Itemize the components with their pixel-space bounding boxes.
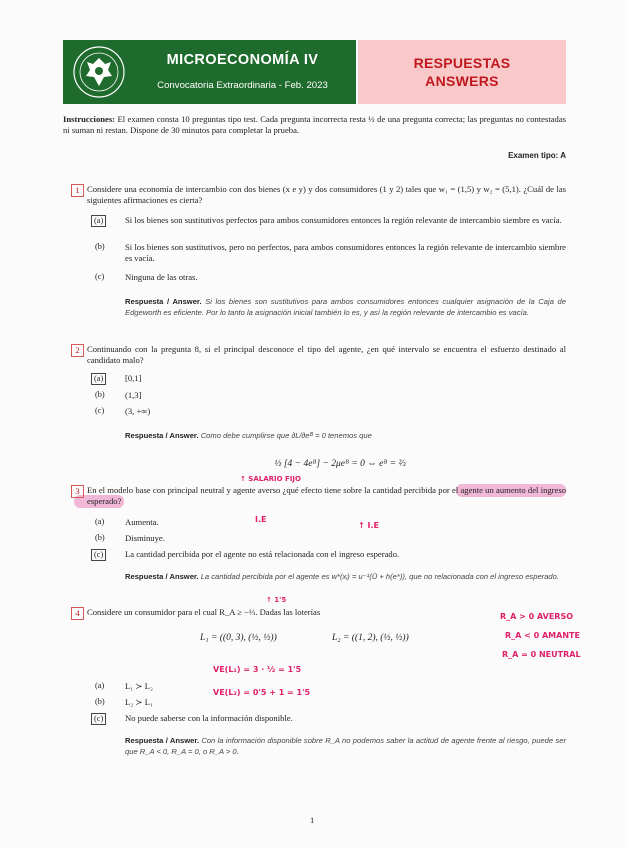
option-text: Ninguna de las otras. <box>125 272 198 282</box>
university-seal-icon <box>70 44 128 100</box>
question-text: Considere un consumidor para el cual R_A ≥ −⅓. Dadas las loterías <box>87 607 321 617</box>
selected-option-label: (a) <box>91 215 106 227</box>
instructions-text: El examen consta 10 preguntas tipo test. Cada pregunta incorrecta resta ½ de una pregunta correcta; las preguntas no contestadas ni suman ni restan. Dispone de 30 minutos para completar la prueba. <box>63 114 566 135</box>
answer-text: Si los bienes son sustitutivos para ambos consumidores entonces cualquier asignación de la Caja de Edgeworth es eficiente. Por lo tanto la asignación inicial también lo es, y así la región relevante de intercambio es vacía. <box>125 297 566 317</box>
selected-option-label: (c) <box>91 549 106 561</box>
handwritten-ie-right: ↑ I.E <box>358 521 379 530</box>
option-text: (1,3] <box>125 390 142 400</box>
question-number: 4 <box>71 607 84 620</box>
course-title: MICROECONOMÍA IV <box>166 52 319 68</box>
question-number: 2 <box>71 344 84 357</box>
option-text: Aumenta. <box>125 517 159 527</box>
option-text: La cantidad percibida por el agente no está relacionada con el ingreso esperado. <box>125 549 400 559</box>
answers-title-en: ANSWERS <box>425 73 499 89</box>
option-label: (b) <box>95 533 105 542</box>
answer-label: Respuesta / Answer. <box>125 431 199 440</box>
header-answers-banner <box>358 40 566 104</box>
answer-text: La cantidad percibida por el agente es w*(xᵢ) = u⁻¹(Ū + h(e*)), que no relacionada con el ingreso esperado. <box>200 572 559 581</box>
answer-equation: ½ [4 − 4eᴮ] − 2μeᴮ = 0 ⇔ eᴮ = ⅔ <box>274 459 406 469</box>
lottery-l1: L₁ = ((0, 3), (½, ½)) <box>200 633 277 643</box>
option-label: (b) <box>95 242 105 251</box>
answer-block <box>125 572 566 583</box>
answer-text: Con la información disponible sobre R_A no podemos saber la actitud de agente frente al riesgo, puede ser que R_A < 0, R_A = 0, o R_A > 0. <box>125 736 566 756</box>
option-label: (c) <box>95 272 105 281</box>
instructions <box>63 114 566 136</box>
option-label: (c) <box>95 406 105 415</box>
answer-block <box>125 736 566 757</box>
handwritten-ve-l2: VE(L₂) = 0'5 + 1 = 1'5 <box>213 688 311 697</box>
option-text: L₂ ≻ L₁ <box>125 697 153 707</box>
answer-label: Respuesta / Answer. <box>125 297 202 306</box>
answer-block <box>125 297 566 318</box>
question-text: Continuando con la pregunta 8, si el principal desconoce el tipo del agente, ¿en qué intervalo se encuentra el esfuerzo destinado al candidato malo? <box>87 344 566 365</box>
option-label: (b) <box>95 390 105 399</box>
handwritten-ra-amante: R_A < 0 AMANTE <box>505 631 580 640</box>
lottery-l2: L₂ = ((1, 2), (½, ½)) <box>332 633 409 643</box>
selected-option-label: (c) <box>91 713 106 725</box>
handwritten-ve-l1: VE(L₁) = 3 · ½ = 1'5 <box>213 665 302 674</box>
option-label: (b) <box>95 697 105 706</box>
question-number: 1 <box>71 184 84 197</box>
course-subtitle: Convocatoria Extraordinaria - Feb. 2023 <box>157 80 328 91</box>
page-number: 1 <box>310 815 315 825</box>
exam-type: Examen tipo: A <box>508 151 566 160</box>
handwritten-salario-fijo: ↑ SALARIO FIJO <box>240 475 301 483</box>
answers-title-es: RESPUESTAS <box>413 55 511 71</box>
answer-label: Respuesta / Answer. <box>125 572 199 581</box>
instructions-label: Instrucciones: <box>63 114 116 124</box>
option-text: (3, +∞) <box>125 406 151 416</box>
option-text: No puede saberse con la información disponible. <box>125 713 293 723</box>
handwritten-ra-averso: R_A > 0 AVERSO <box>500 612 574 621</box>
option-text: Si los bienes son sustitutivos, pero no perfectos, para ambos consumidores entonces la región relevante de intercambio siembre es vacía. <box>125 242 566 263</box>
selected-option-label: (a) <box>91 373 106 385</box>
option-text: Disminuye. <box>125 533 165 543</box>
question-number: 3 <box>71 485 84 498</box>
answer-block <box>125 431 566 442</box>
handwritten-plus-1-5: ↑ 1'5 <box>266 596 287 604</box>
option-label: (a) <box>95 517 105 526</box>
option-text: [0,1] <box>125 373 142 383</box>
answer-text: Como debe cumplirse que ∂L/∂eᴮ = 0 tenemos que <box>200 431 372 440</box>
option-label: (a) <box>95 681 105 690</box>
option-text: L₁ ≻ L₂ <box>125 681 153 691</box>
question-text: Considere una economía de intercambio con dos bienes (x e y) y dos consumidores (1 y 2) tales que w₁ = (1,5) y w₂ = (5,1). ¿Cuál de las siguientes afirmaciones es cierta? <box>87 184 566 205</box>
handwritten-ra-neutral: R_A = 0 NEUTRAL <box>502 650 581 659</box>
handwritten-ie-left: I.E <box>255 515 267 524</box>
question-text: En el modelo base con principal neutral y agente averso ¿qué efecto tiene sobre la cantidad percibida por el agente un aumento del ingreso esperado? <box>87 485 566 506</box>
option-text: Si los bienes son sustitutivos perfectos para ambos consumidores entonces la región relevante de intercambio siembre es vacía. <box>125 215 562 225</box>
answer-label: Respuesta / Answer. <box>125 736 199 745</box>
